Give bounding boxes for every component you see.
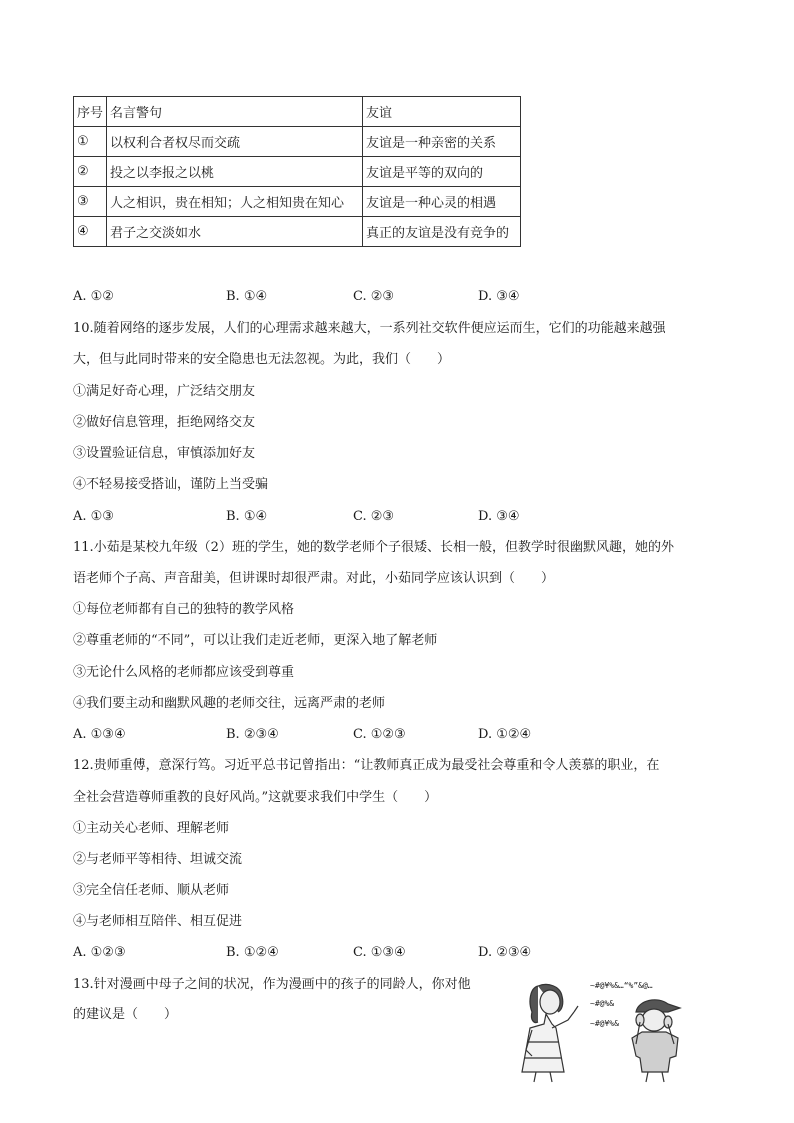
q10-item-4: ④不轻易接受搭讪，谨防上当受骗 [73, 477, 269, 492]
q12-options [73, 944, 573, 962]
q11-stem-line2: 语老师个子高、声音甜美，但讲课时却很严肃。对此，小茹同学应该认识到（ ） [73, 571, 555, 586]
cartoon-text-2: ~#@%& [590, 999, 615, 1008]
q13-stem-line1: 13.针对漫画中母子之间的状况，作为漫画中的孩子的同龄人，你对他 [73, 977, 471, 992]
cartoon-text-3: ~#@¥%& [590, 1019, 619, 1028]
table-row [74, 127, 521, 157]
cartoon-text-1: ~#@¥%&…“%”&@… [590, 981, 653, 990]
q10-stem-line2: 大，但与此同时带来的安全隐患也无法忽视。为此，我们（ ） [73, 352, 451, 367]
option-b[interactable]: B. ②③④ [226, 727, 279, 742]
q10-stem-line1: 10.随着网络的逐步发展，人们的心理需求越来越大，一系列社交软件便应运而生，它们的功能越来越强 [73, 321, 666, 336]
q11-item-4: ④我们要主动和幽默风趣的老师交往，远离严肃的老师 [73, 696, 386, 711]
option-b[interactable]: B. ①②④ [226, 945, 279, 960]
option-d[interactable]: D. ①②④ [478, 727, 532, 742]
table-header-cell: 名言警句 [107, 97, 363, 127]
option-a[interactable]: A. ①③ [73, 509, 114, 524]
q11-stem-line1: 11.小茹是某校九年级（2）班的学生，她的数学老师个子很矮、长相一般，但教学时很幽默风趣，她的外 [73, 540, 674, 555]
table-cell: 友谊是一种亲密的关系 [363, 127, 521, 157]
q12-item-2: ②与老师平等相待、坦诚交流 [73, 852, 243, 867]
table-cell: 友谊是平等的双向的 [363, 157, 521, 187]
q13-stem-line2: 的建议是（ ） [73, 1007, 178, 1022]
q12-item-3: ③完全信任老师、顺从老师 [73, 883, 230, 898]
option-b[interactable]: B. ①④ [226, 509, 268, 524]
q10-item-3: ③设置验证信息，审慎添加好友 [73, 446, 256, 461]
table-cell: 以权利合者权尽而交疏 [107, 127, 363, 157]
q12-item-1: ①主动关心老师、理解老师 [73, 821, 230, 836]
option-d[interactable]: D. ②③④ [478, 945, 532, 960]
table-cell: ② [74, 157, 107, 187]
q11-item-1: ①每位老师都有自己的独特的教学风格 [73, 602, 295, 617]
table-cell: ④ [74, 217, 107, 247]
table-cell: 真正的友谊是没有竞争的 [363, 217, 521, 247]
table-cell: ① [74, 127, 107, 157]
table-cell: 君子之交淡如水 [107, 217, 363, 247]
cartoon-drawing [508, 972, 726, 1084]
q12-stem-line1: 12.贵师重傅，意深行笃。习近平总书记曾指出：“让教师真正成为最受社会尊重和令人羡慕的职业，在 [73, 758, 660, 773]
option-c[interactable]: C. ①③④ [353, 945, 406, 960]
q12-stem-line2: 全社会营造尊师重教的良好风尚。”这就要求我们中学生（ ） [73, 790, 438, 805]
table-cell: 友谊是一种心灵的相遇 [363, 187, 521, 217]
q10-item-2: ②做好信息管理，拒绝网络交友 [73, 415, 256, 430]
option-a[interactable]: A. ①② [73, 289, 114, 304]
option-a[interactable]: A. ①②③ [73, 945, 126, 960]
option-a[interactable]: A. ①③④ [73, 727, 126, 742]
table-header-cell: 序号 [74, 97, 107, 127]
option-c[interactable]: C. ②③ [353, 509, 395, 524]
q9-options [73, 288, 573, 306]
table-header-row [74, 97, 521, 127]
table-row [74, 217, 521, 247]
option-d[interactable]: D. ③④ [478, 509, 520, 524]
table-row [74, 187, 521, 217]
table-cell: 投之以李报之以桃 [107, 157, 363, 187]
q11-item-3: ③无论什么风格的老师都应该受到尊重 [73, 665, 295, 680]
table-cell: 人之相识，贵在相知；人之相知贵在知心 [107, 187, 363, 217]
q11-options [73, 726, 573, 744]
table-cell: ③ [74, 187, 107, 217]
q10-item-1: ①满足好奇心理，广泛结交朋友 [73, 384, 256, 399]
q10-options [73, 508, 573, 526]
q12-item-4: ④与老师相互陪伴、相互促进 [73, 914, 243, 929]
option-c[interactable]: C. ②③ [353, 289, 395, 304]
table-row [74, 157, 521, 187]
quote-table [73, 96, 521, 247]
table-header-cell: 友谊 [363, 97, 521, 127]
option-c[interactable]: C. ①②③ [353, 727, 406, 742]
option-b[interactable]: B. ①④ [226, 289, 268, 304]
option-d[interactable]: D. ③④ [478, 289, 520, 304]
q11-item-2: ②尊重老师的“不同”，可以让我们走近老师，更深入地了解老师 [73, 633, 438, 648]
cartoon-image [508, 972, 726, 1084]
